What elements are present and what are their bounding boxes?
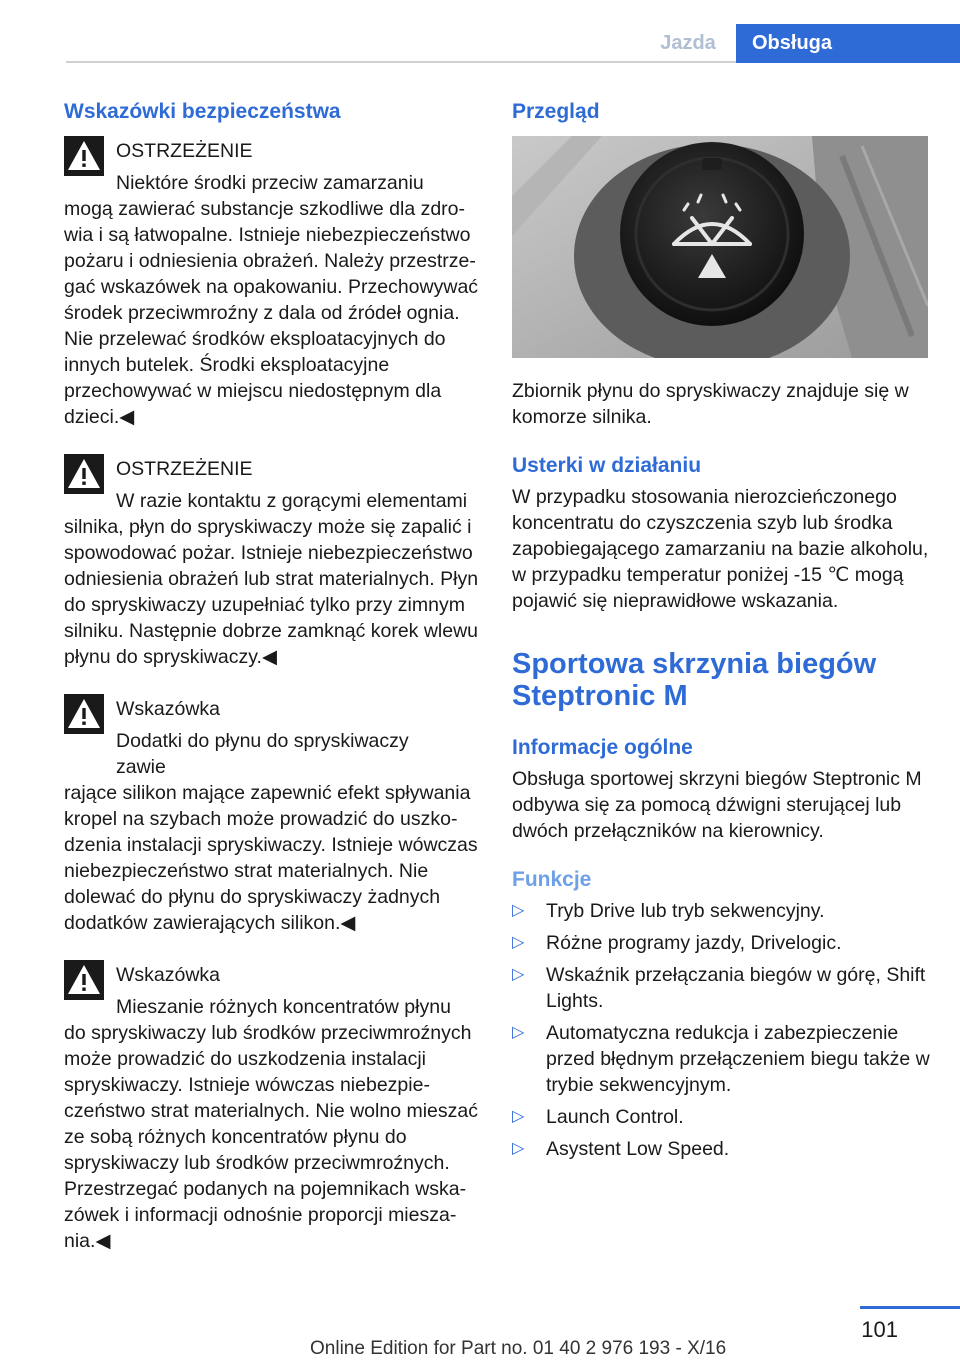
list-item	[512, 930, 932, 956]
list-item	[512, 1020, 932, 1098]
bullet-triangle-icon: ▷	[512, 1024, 525, 1041]
list-item	[512, 1104, 932, 1130]
warning-label: OSTRZEŻENIE	[116, 458, 253, 480]
list-item	[512, 962, 932, 1014]
page-number: 101	[861, 1317, 898, 1342]
right-column	[512, 98, 932, 1168]
functions-heading: Funkcje	[512, 868, 592, 891]
function-text: Różne programy jazdy, Drivelogic.	[546, 932, 842, 954]
safety-heading: Wskazówki bezpieczeństwa	[64, 100, 341, 123]
warning-label: OSTRZEŻENIE	[116, 140, 253, 162]
bullet-triangle-icon: ▷	[512, 902, 525, 919]
function-text: Wskaźnik przełączania biegów w górę, Shift Lights.	[546, 964, 926, 1012]
note-first-line: Mieszanie różnych koncentratów płynu	[116, 996, 451, 1018]
malfunction-heading: Usterki w działaniu	[512, 454, 702, 477]
header-tab-obsluga[interactable]: Obsługa	[736, 24, 960, 63]
note-block	[64, 692, 482, 936]
general-text: Obsługa sportowej skrzyni biegów Steptronic M odbywa się za pomocą dźwigni sterującej lub dwóch przełączników na kierownicy.	[512, 768, 922, 842]
bullet-triangle-icon: ▷	[512, 1108, 525, 1125]
note-text: do spryskiwaczy lub środków przeciwmroźnych może prowadzić do uszkodzenia instalacji spryskiwaczy. Istnieje wówczas niebezpieczeństwo strat materialnych. Nie wolno mieszać ze sobą różnych koncentratów płynu do spryskiwaczy lub środków przeciwmroźnych. Przestrzegać podanych na pojemnikach wskazówek i informacji odnośnie proporcji mieszania.◀	[64, 1022, 478, 1252]
section-title: Sportowa skrzynia biegów Steptronic M	[512, 648, 877, 712]
edition-footer: Online Edition for Part no. 01 40 2 976 193 - X/16	[310, 1338, 727, 1359]
note-label: Wskazówka	[116, 964, 221, 986]
bullet-triangle-icon: ▷	[512, 1140, 525, 1157]
malfunction-text: W przypadku stosowania nierozcieńczonego koncentratu do czyszczenia szyb lub środka zapobiegającego zamarzaniu na bazie alkoholu, w przypadku temperatur poniżej -15 ℃ mogą pojawić się nieprawidłowe wskazania.	[512, 486, 929, 612]
washer-fluid-cap-photo	[512, 136, 928, 358]
functions-list	[512, 898, 932, 1162]
function-text: Tryb Drive lub tryb sekwencyjny.	[546, 900, 825, 922]
warning-triangle-icon	[64, 960, 104, 1000]
function-text: Asystent Low Speed.	[546, 1138, 730, 1160]
warning-triangle-icon	[64, 136, 104, 176]
warning-text: silnika, płyn do spryskiwaczy może się zapalić i spowodować pożar. Istnieje niebezpieczeństwo odniesienia obrażeń lub strat materialnych. Płyn do spryskiwaczy uzupełniać tylko przy zimnym silniku. Następnie dobrze zamknąć korek wlewu płynu do spryskiwaczy.◀	[64, 516, 479, 668]
warning-block	[64, 452, 482, 670]
note-first-line: Dodatki do płynu do spryskiwaczy zawie	[116, 730, 409, 778]
warning-first-line: Niektóre środki przeciw zamarzaniu	[116, 172, 424, 194]
note-label: Wskazówka	[116, 698, 221, 720]
bullet-triangle-icon: ▷	[512, 934, 525, 951]
function-text: Launch Control.	[546, 1106, 684, 1128]
warning-block	[64, 134, 482, 430]
left-column	[64, 98, 482, 1276]
general-heading: Informacje ogólne	[512, 736, 693, 759]
list-item	[512, 898, 932, 924]
overview-heading: Przegląd	[512, 100, 600, 123]
bullet-triangle-icon: ▷	[512, 966, 525, 983]
footer-rule	[860, 1306, 960, 1309]
note-block	[64, 958, 482, 1254]
warning-triangle-icon	[64, 454, 104, 494]
warning-text: mogą zawierać substancje szkodliwe dla zdrowia i są łatwopalne. Istnieje niebezpieczeństwo pożaru i odniesienia obrażeń. Należy przestrzegać wskazówek na opakowaniu. Przechowywać środek przeciwmroźny z dala od źródeł ognia. Nie przelewać środków eksploatacyjnych do innych butelek. Środki eksploatacyjne przechowywać w miejscu niedostępnym dla dzieci.◀	[64, 198, 479, 428]
warning-triangle-icon	[64, 694, 104, 734]
function-text: Automatyczna redukcja i zabezpieczenie przed błędnym przełączeniem biegu także w trybie sekwencyjnym.	[546, 1022, 930, 1096]
header-tab-jazda[interactable]: Jazda	[660, 32, 716, 54]
warning-first-line: W razie kontaktu z gorącymi elementami	[116, 490, 468, 512]
list-item	[512, 1136, 932, 1162]
note-text: rające silikon mające zapewnić efekt spływania kropel na szybach może prowadzić do uszkodzenia instalacji spryskiwaczy. Istnieje wówczas niebezpieczeństwo strat materialnych. Nie dolewać do płynu do spryskiwaczy żadnych dodatków zawierających silikon.◀	[64, 782, 478, 934]
overview-text: Zbiornik płynu do spryskiwaczy znajduje się w komorze silnika.	[512, 380, 909, 428]
